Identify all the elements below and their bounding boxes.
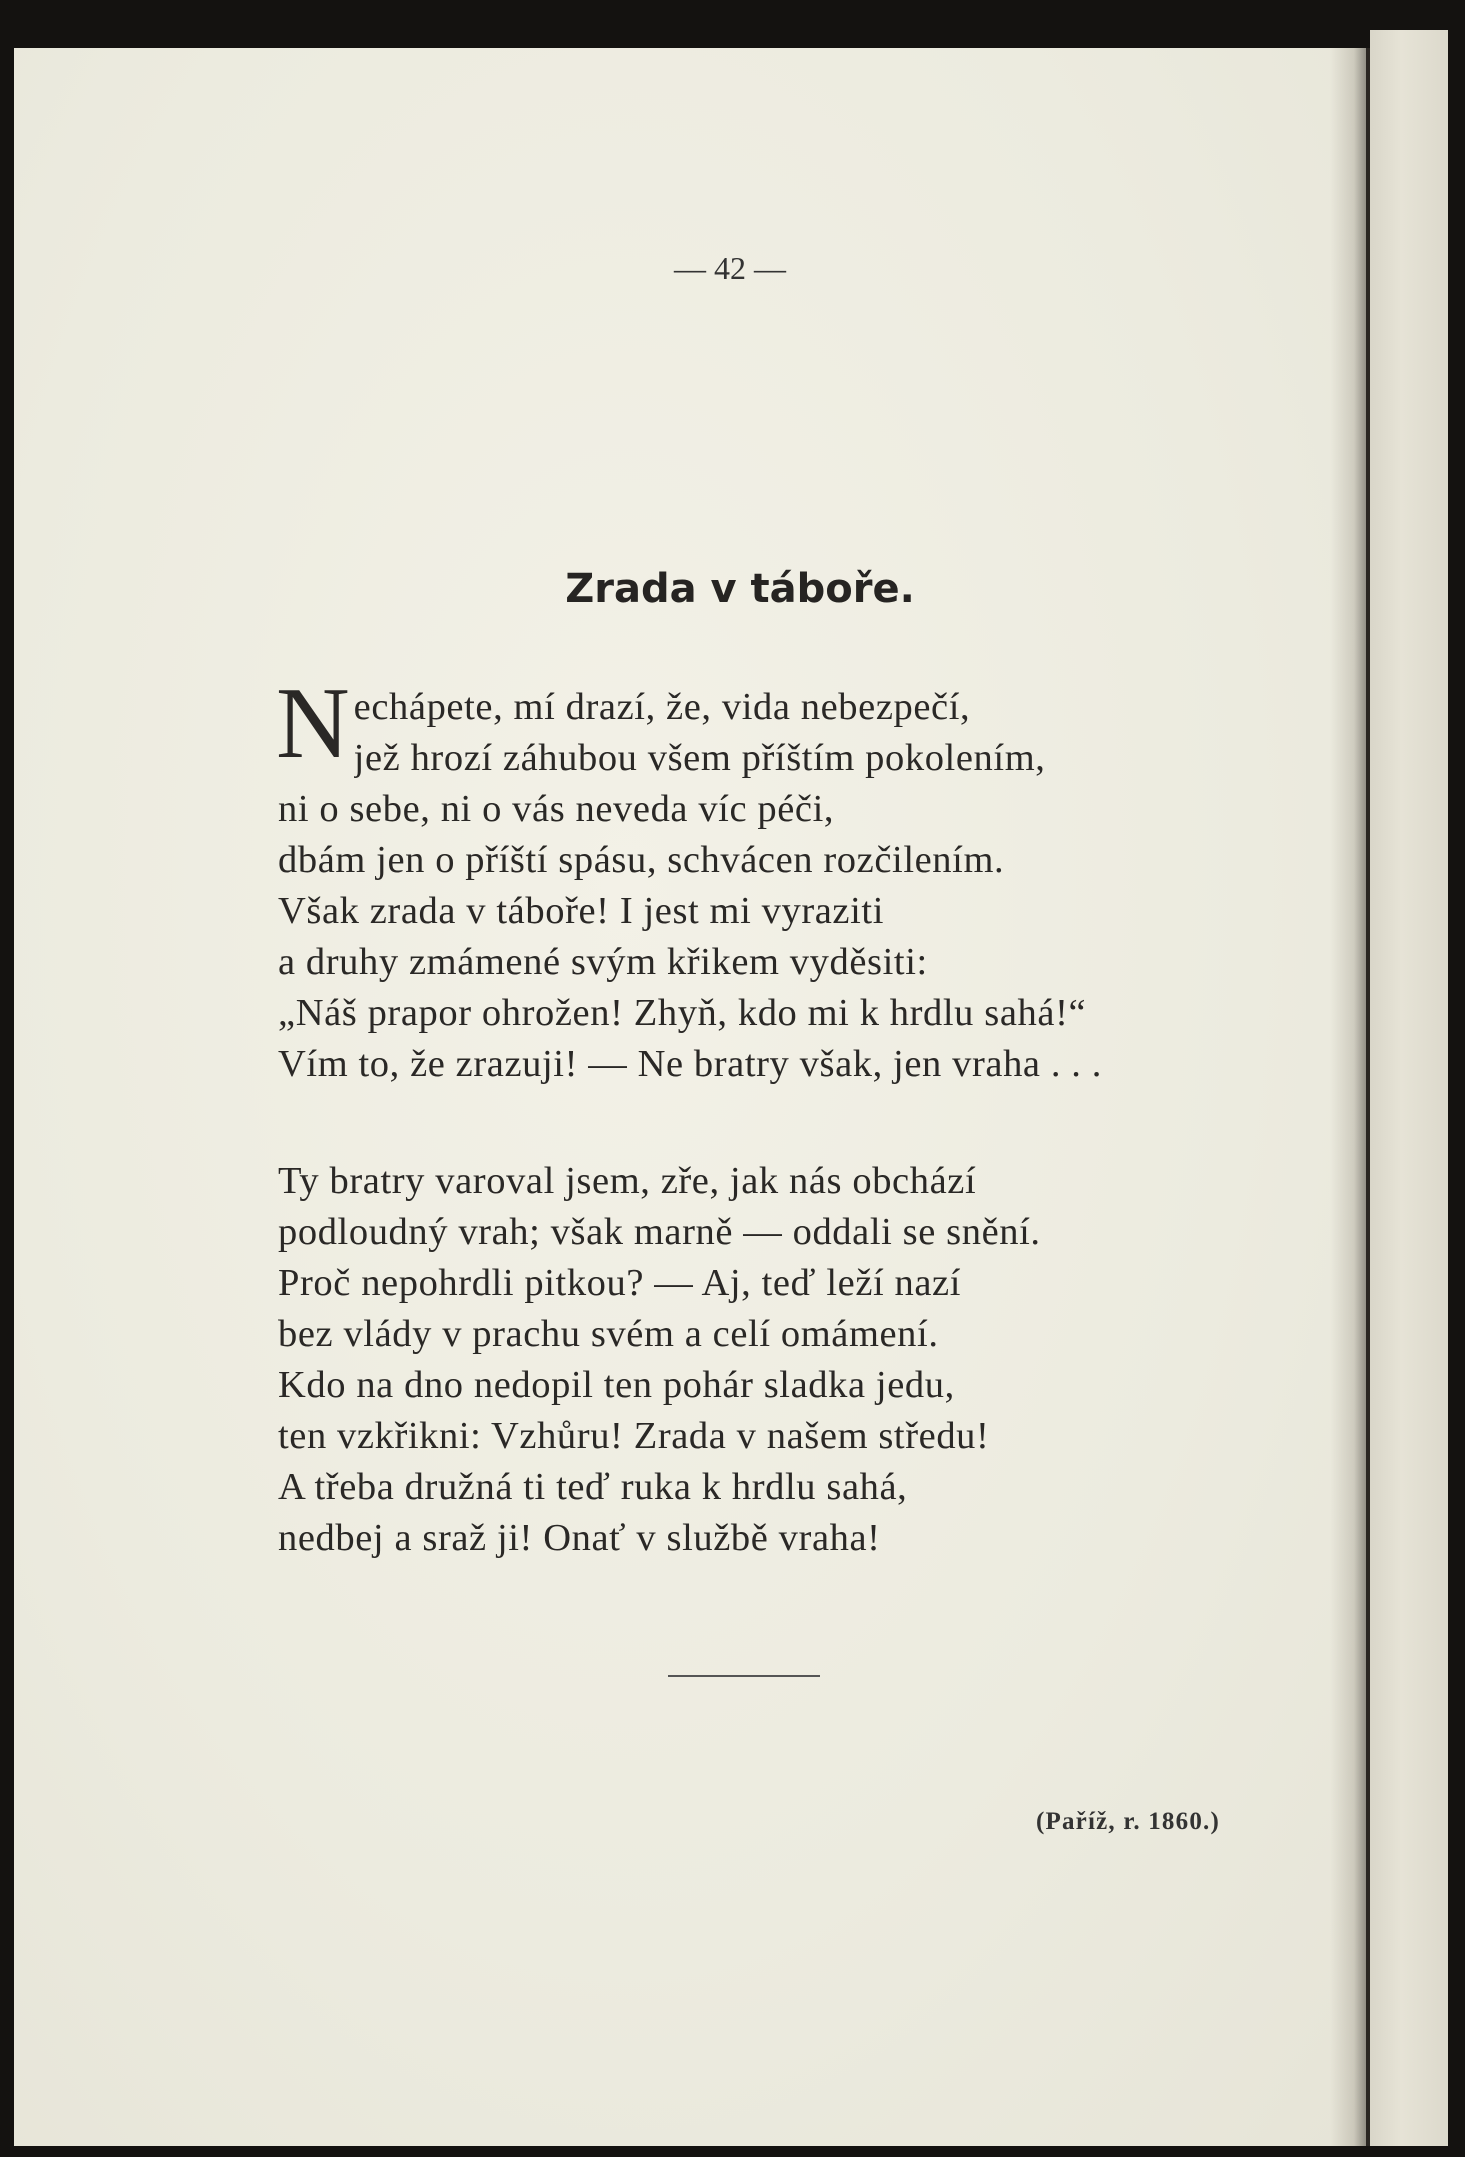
poem-line: A třeba družná ti teď ruka k hrdlu sahá, bbox=[278, 1466, 908, 1508]
poem-line: ten vzkřikni: Vzhůru! Zrada v našem středu! bbox=[278, 1415, 990, 1457]
place-date-note: (Paříž, r. 1860.) bbox=[1035, 1808, 1220, 1835]
stanza-2 bbox=[278, 1156, 1278, 1564]
poem-line: echápete, mí drazí, že, vida nebezpečí, bbox=[353, 686, 971, 728]
poem-line: Vím to, že zrazuji! — Ne bratry však, jen vraha . . . bbox=[278, 1043, 1102, 1085]
page-number: — 42 — bbox=[674, 250, 786, 286]
poem-line: Ty bratry varoval jsem, zře, jak nás obchází bbox=[278, 1160, 977, 1202]
poem-line: Však zrada v táboře! I jest mi vyraziti bbox=[278, 890, 885, 932]
poem-line: ni o sebe, ni o vás neveda víc péči, bbox=[278, 788, 835, 830]
poem-title: Zrada v táboře. bbox=[565, 566, 915, 612]
poem-line: podloudný vrah; však marně — oddali se snění. bbox=[278, 1211, 1041, 1253]
stanza-1 bbox=[276, 667, 1278, 1090]
book-spine bbox=[1366, 48, 1370, 2146]
poem-line: dbám jen o příští spásu, schvácen rozčilením. bbox=[278, 839, 1005, 881]
poem-line: Kdo na dno nedopil ten pohár sladka jedu, bbox=[278, 1364, 955, 1406]
drop-cap: N bbox=[276, 667, 350, 780]
poem-line: bez vlády v prachu svém a celí omámení. bbox=[278, 1313, 939, 1355]
poem-line: nedbej a sraž ji! Onať v službě vraha! bbox=[278, 1517, 881, 1559]
poem-line: a druhy zmámené svým křikem vyděsiti: bbox=[278, 941, 928, 983]
poem-line: jež hrozí záhubou všem příštím pokolením, bbox=[353, 737, 1046, 779]
poem-line: Proč nepohrdli pitkou? — Aj, teď leží nazí bbox=[278, 1262, 962, 1304]
page-gutter-shadow bbox=[1330, 48, 1370, 2146]
adjacent-page-edge bbox=[1370, 30, 1448, 2146]
poem-line: „Náš prapor ohrožen! Zhyň, kdo mi k hrdlu sahá!“ bbox=[278, 992, 1087, 1034]
section-divider bbox=[668, 1675, 820, 1677]
drop-cap-lines bbox=[354, 682, 1278, 784]
